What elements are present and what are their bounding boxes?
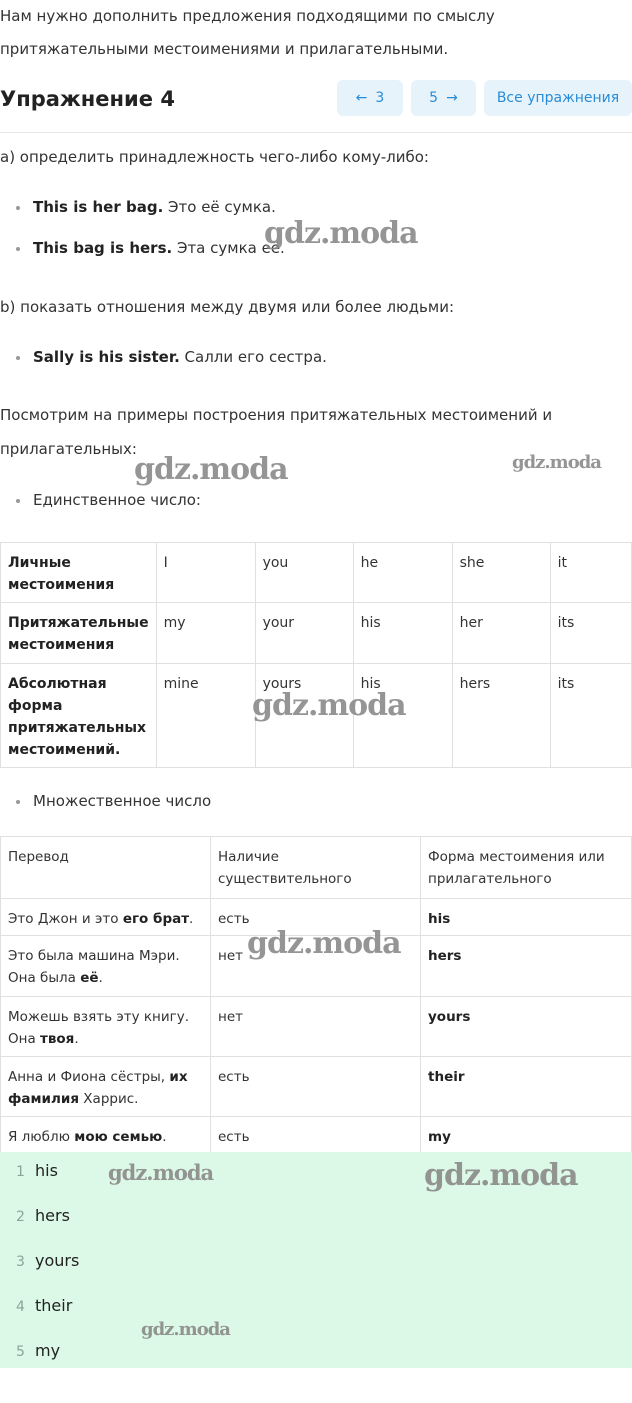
intro-text: Нам нужно дополнить предложения подходящими по смыслу притяжательными местоимениями и прилагательными.: [0, 7, 495, 58]
next-exercise-button[interactable]: [411, 80, 476, 116]
table-row: [1, 603, 632, 664]
list-item: [16, 790, 211, 812]
table-cell: his: [353, 603, 452, 664]
watermark: gdz.moda: [247, 926, 401, 961]
prev-exercise-label: 3: [375, 90, 385, 106]
answer-item: [16, 1250, 79, 1273]
table-row: [1, 1117, 632, 1154]
row-head: Притяжательные местоимения: [1, 603, 157, 664]
list-item: [16, 196, 276, 218]
table-cell: his: [353, 664, 452, 768]
example-english: This is her bag.: [33, 198, 164, 216]
divider: [0, 132, 632, 133]
watermark: gdz.moda: [264, 216, 418, 251]
column-header: Наличие существительного: [211, 837, 421, 899]
list-item: [16, 489, 201, 511]
table-cell: its: [550, 664, 631, 768]
table-cell: нет: [211, 936, 421, 997]
table-cell: I: [156, 543, 255, 603]
watermark: gdz.moda: [134, 452, 288, 487]
answer-text: their: [35, 1296, 73, 1315]
table-cell: Это Джон и это его брат.: [1, 899, 211, 936]
plural-label: Множественное число: [33, 792, 212, 810]
table-cell: your: [255, 603, 353, 664]
table-cell: mine: [156, 664, 255, 768]
table-cell: hers: [421, 936, 632, 997]
table-cell: yours: [255, 664, 353, 768]
table-cell: Я люблю мою семью.: [1, 1117, 211, 1154]
answer-text: hers: [35, 1206, 70, 1225]
table-cell: hers: [452, 664, 550, 768]
examples-intro: Посмотрим на примеры построения притяжательных местоимений и прилагательных:: [0, 406, 553, 458]
singular-label: Единственное число:: [33, 491, 201, 509]
row-head: Абсолютная форма притяжательных местоимений.: [1, 664, 157, 768]
answer-text: his: [35, 1161, 58, 1180]
table-cell: есть: [211, 1057, 421, 1117]
list-item: [16, 237, 285, 259]
answer-item: [16, 1295, 72, 1318]
table-row: [1, 997, 632, 1057]
table-cell: she: [452, 543, 550, 603]
table-cell: my: [421, 1117, 632, 1154]
answer-number: 3: [16, 1254, 25, 1270]
table-cell: Это была машина Мэри. Она была её.: [1, 936, 211, 997]
answer-item: [16, 1205, 70, 1228]
answer-number: 5: [16, 1344, 25, 1360]
table-cell: their: [421, 1057, 632, 1117]
arrow-right-icon: →: [446, 90, 458, 106]
answer-number: 1: [16, 1164, 25, 1180]
answer-item: [16, 1160, 58, 1183]
plural-table: [0, 836, 632, 1154]
all-exercises-label: Все упражнения: [496, 90, 620, 106]
arrow-left-icon: ←: [355, 90, 368, 106]
table-cell: you: [255, 543, 353, 603]
answer-number: 2: [16, 1209, 25, 1225]
example-english: Sally is his sister.: [33, 348, 180, 366]
watermark: gdz.moda: [424, 1158, 578, 1193]
prev-exercise-button[interactable]: [337, 80, 403, 116]
table-cell: it: [550, 543, 631, 603]
list-item: [16, 346, 327, 368]
section-b-heading: b) показать отношения между двумя или более людьми:: [0, 298, 454, 316]
answer-text: yours: [35, 1251, 80, 1270]
table-cell: есть: [211, 1117, 421, 1154]
table-row: [1, 1057, 632, 1117]
table-cell: нет: [211, 997, 421, 1057]
table-cell: he: [353, 543, 452, 603]
singular-table: [0, 542, 632, 768]
table-cell: yours: [421, 997, 632, 1057]
answer-number: 4: [16, 1299, 25, 1315]
table-cell: есть: [211, 899, 421, 936]
table-header-row: [1, 837, 632, 899]
table-cell: his: [421, 899, 632, 936]
example-russian: Салли его сестра.: [179, 348, 327, 366]
exercise-title: Упражнение 4: [0, 87, 175, 111]
table-cell: its: [550, 603, 631, 664]
watermark: gdz.moda: [108, 1160, 214, 1185]
table-cell: her: [452, 603, 550, 664]
watermark: gdz.moda: [512, 452, 601, 473]
row-head: Личные местоимения: [1, 543, 157, 603]
table-row: [1, 543, 632, 603]
table-cell: Анна и Фиона сёстры, их фамилия Харрис.: [1, 1057, 211, 1117]
table-cell: my: [156, 603, 255, 664]
column-header: Форма местоимения или прилагательного: [421, 837, 632, 899]
section-a-heading: а) определить принадлежность чего-либо кому-либо:: [0, 148, 429, 166]
example-russian: Это её сумка.: [163, 198, 276, 216]
next-exercise-label: 5: [429, 90, 439, 106]
watermark: gdz.moda: [252, 688, 406, 723]
example-english: This bag is hers.: [33, 239, 173, 257]
answer-item: [16, 1340, 60, 1363]
all-exercises-button[interactable]: [484, 80, 632, 116]
column-header: Перевод: [1, 837, 211, 899]
example-russian: Эта сумка её.: [172, 239, 285, 257]
table-cell: Можешь взять эту книгу. Она твоя.: [1, 997, 211, 1057]
answer-text: my: [35, 1341, 61, 1360]
watermark: gdz.moda: [141, 1319, 230, 1340]
